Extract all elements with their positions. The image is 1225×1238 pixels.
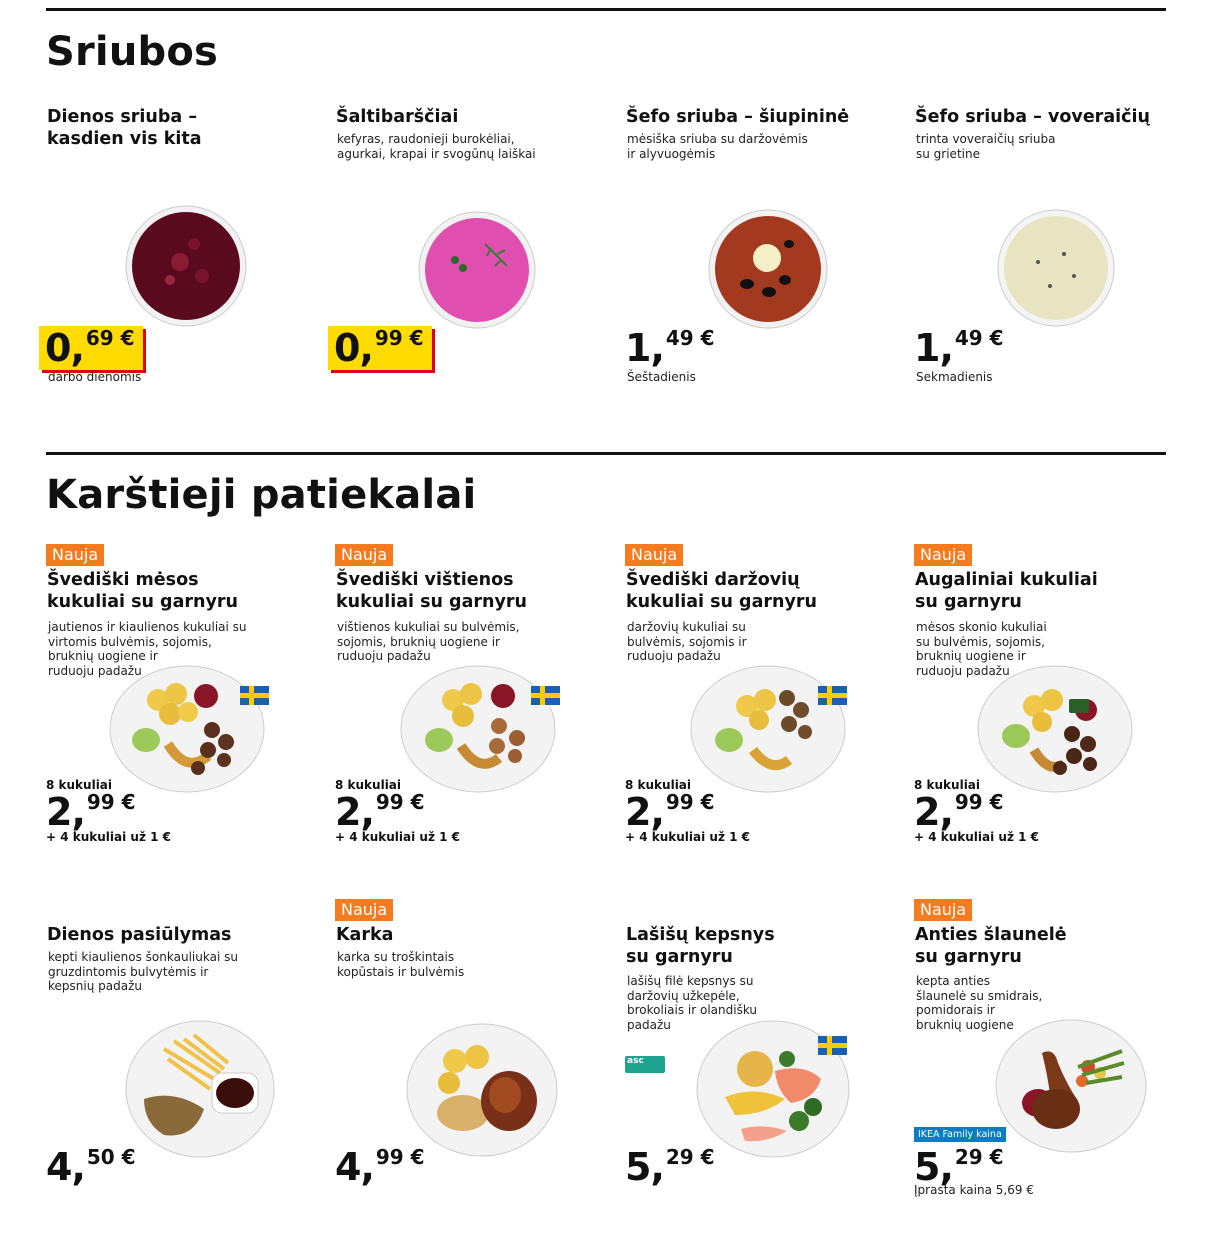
dish-description: mėsos skonio kukuliai su bulvėmis, sojomis, bruknių uogiene ir ruduoju padažu: [916, 620, 1047, 678]
price-tag: 1, 49 €: [625, 326, 715, 370]
price-tag: 2, 99 €: [625, 790, 715, 834]
soup-bowl-image: [122, 202, 250, 330]
dish-name: Karka: [336, 925, 394, 945]
dish-card-karka[interactable]: [335, 899, 605, 1199]
soup-card-siupinine[interactable]: [625, 106, 895, 406]
price-tag: 2, 99 €: [46, 790, 136, 834]
dish-description: trinta voveraičių sriuba su grietine: [916, 132, 1056, 161]
asc-label-icon: asc: [625, 1056, 665, 1073]
dish-plate-image: [994, 1017, 1148, 1155]
dish-name: Švediški vištienos kukuliai su garnyru: [336, 570, 527, 612]
swedish-flag-icon: [240, 686, 269, 705]
dish-name: Šaltibarščiai: [336, 107, 459, 127]
dish-name: Lašišų kepsnys su garnyru: [626, 925, 775, 967]
swedish-flag-icon: [818, 1036, 847, 1055]
dish-card-meatballs[interactable]: [46, 544, 316, 844]
plant-based-flag-icon: [1069, 699, 1089, 713]
soup-bowl-image: [705, 206, 831, 332]
regular-price-note: Įprasta kaina 5,69 €: [914, 1183, 1034, 1197]
new-badge: Nauja: [335, 544, 393, 566]
extra-offer: + 4 kukuliai už 1 €: [625, 830, 751, 844]
dish-description: kepta anties šlaunelė su smidrais, pomidorais ir bruknių uogiene: [916, 974, 1043, 1032]
dish-card-salmon[interactable]: [625, 899, 895, 1199]
price-tag: 5, 29 €: [914, 1145, 1004, 1189]
dish-description: daržovių kukuliai su bulvėmis, sojomis ir ruduoju padažu: [627, 620, 747, 663]
new-badge: Nauja: [625, 544, 683, 566]
dish-name: Švediški daržovių kukuliai su garnyru: [626, 570, 817, 612]
dish-name: Dienos sriuba – kasdien vis kita: [47, 107, 202, 149]
portion-count: 8 kukuliai: [46, 778, 113, 792]
dish-description: mėsiška sriuba su daržovėmis ir alyvuogėmis: [627, 132, 808, 161]
dish-name: Dienos pasiūlymas: [47, 925, 232, 945]
dish-description: vištienos kukuliai su bulvėmis, sojomis, bruknių uogiene ir ruduoju padažu: [337, 620, 520, 663]
dish-plate-image: [399, 664, 557, 794]
dish-name: Šefo sriuba – voveraičių: [915, 107, 1150, 127]
dish-card-chicken-meatballs[interactable]: [335, 544, 605, 844]
price-tag: 2, 99 €: [914, 790, 1004, 834]
portion-count: 8 kukuliai: [335, 778, 402, 792]
dish-description: jautienos ir kiaulienos kukuliai su virtomis bulvėmis, sojomis, bruknių uogiene ir ruduoju padažu: [48, 620, 247, 678]
price-tag: 0, 99 €: [328, 326, 432, 370]
soup-card-voveraiciu[interactable]: [914, 106, 1184, 406]
dish-name: Anties šlaunelė su garnyru: [915, 925, 1067, 967]
price-note: Šeštadienis: [627, 370, 696, 384]
extra-offer: + 4 kukuliai už 1 €: [46, 830, 172, 844]
dish-description: karka su troškintais kopūstais ir bulvėmis: [337, 950, 465, 979]
dish-plate-image: [976, 664, 1134, 794]
new-badge: Nauja: [335, 899, 393, 921]
price-note: darbo dienomis: [48, 370, 142, 384]
dish-plate-image: [405, 1021, 559, 1159]
dish-plate-image: [689, 664, 847, 794]
new-badge: Nauja: [914, 899, 972, 921]
dish-card-plant-balls[interactable]: [914, 544, 1184, 844]
top-rule: [46, 8, 1166, 11]
price-tag: 4, 99 €: [335, 1145, 425, 1189]
swedish-flag-icon: [818, 686, 847, 705]
extra-offer: + 4 kukuliai už 1 €: [335, 830, 461, 844]
soup-card-daily[interactable]: [46, 106, 316, 406]
swedish-flag-icon: [531, 686, 560, 705]
price-tag: 1, 49 €: [914, 326, 1004, 370]
dish-plate-image: [124, 1019, 276, 1159]
section-title-hot-dishes: Karštieji patiekalai: [46, 472, 477, 518]
soup-bowl-image: [415, 208, 539, 332]
price-note: Sekmadienis: [916, 370, 993, 384]
extra-offer: + 4 kukuliai už 1 €: [914, 830, 1040, 844]
dish-description: kefyras, raudonieji burokėliai, agurkai, krapai ir svogūnų laiškai: [337, 132, 536, 161]
price-tag: 2, 99 €: [335, 790, 425, 834]
dish-name: Augaliniai kukuliai su garnyru: [915, 570, 1098, 612]
price-tag: 0, 69 €: [39, 326, 143, 370]
portion-count: 8 kukuliai: [914, 778, 981, 792]
dish-description: kepti kiaulienos šonkauliukai su gruzdintomis bulvytėmis ir kepsnių padažu: [48, 950, 238, 993]
section-title-soups: Sriubos: [46, 29, 219, 75]
soup-bowl-image: [994, 206, 1118, 330]
portion-count: 8 kukuliai: [625, 778, 692, 792]
soup-card-saltibarsciai[interactable]: [335, 106, 605, 406]
dish-card-duck-leg[interactable]: [914, 899, 1184, 1199]
dish-name: Šefo sriuba – šiupininė: [626, 107, 850, 127]
dish-name: Švediški mėsos kukuliai su garnyru: [47, 570, 238, 612]
dish-description: lašišų filė kepsnys su daržovių užkepėle, brokoliais ir olandišku padažu: [627, 974, 758, 1032]
ikea-family-price-badge: IKEA Family kaina: [914, 1127, 1006, 1142]
dish-plate-image: [108, 664, 266, 794]
dish-card-veggie-balls[interactable]: [625, 544, 895, 844]
section-rule: [46, 452, 1166, 455]
price-tag: 4, 50 €: [46, 1145, 136, 1189]
dish-card-daily-offer[interactable]: [46, 899, 316, 1199]
price-tag: 5, 29 €: [625, 1145, 715, 1189]
new-badge: Nauja: [914, 544, 972, 566]
new-badge: Nauja: [46, 544, 104, 566]
